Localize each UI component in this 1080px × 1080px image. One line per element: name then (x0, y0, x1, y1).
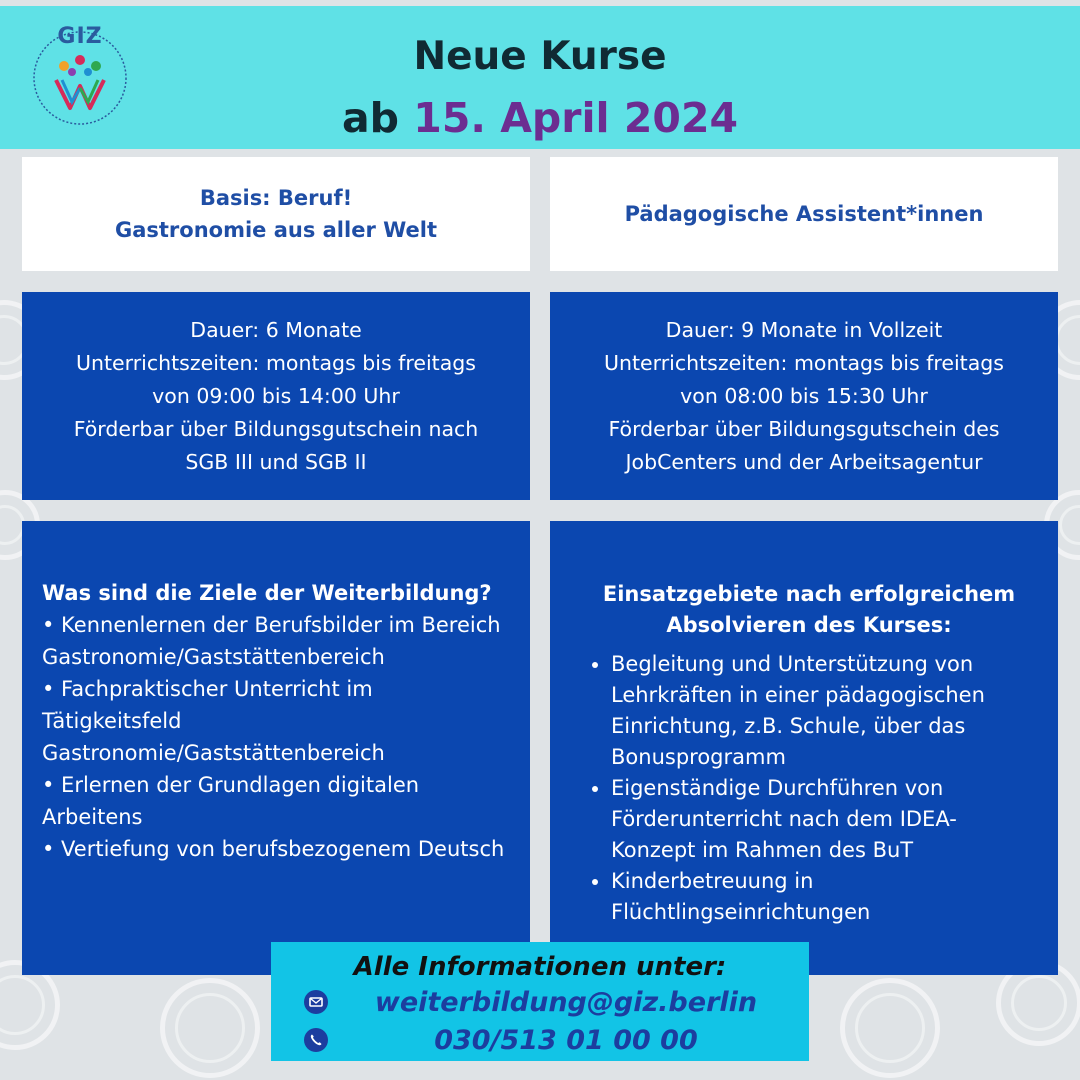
logo-text: GIZ (57, 24, 103, 49)
info-duration: Dauer: 6 Monate (190, 317, 362, 342)
goal-item: • Kennenlernen der Berufsbilder im Bereich Gastronomie/Gaststättenbereich (42, 613, 501, 669)
goals-heading: Was sind die Ziele der Weiterbildung? (42, 581, 492, 605)
goal-item: • Erlernen der Grundlagen digitalen Arbeitens (42, 773, 420, 829)
goals-list (42, 577, 516, 865)
fields-bullets (584, 649, 1034, 928)
info-funding-detail: JobCenters und der Arbeitsagentur (625, 449, 983, 474)
course-title-line: Pädagogische Assistent*innen (624, 202, 984, 226)
goal-item: • Vertiefung von berufsbezogenem Deutsch (42, 837, 505, 861)
header-banner (0, 6, 1080, 149)
contact-box (271, 942, 809, 1061)
info-funding: Förderbar über Bildungsgutschein des (608, 416, 1000, 441)
course-detail-box-paedagogik (550, 521, 1058, 975)
contact-phone-link[interactable]: 030/513 01 00 00 (434, 1025, 698, 1056)
info-funding: Förderbar über Bildungsgutschein nach (73, 416, 479, 441)
info-duration: Dauer: 9 Monate in Vollzeit (665, 317, 943, 342)
course-info-box-paedagogik (550, 292, 1058, 500)
course-title-line: Basis: Beruf! (199, 186, 353, 210)
fields-heading (584, 579, 1034, 641)
course-title-line: Gastronomie aus aller Welt (114, 218, 438, 242)
page-subtitle (0, 94, 1080, 142)
field-item: • Eigenständige Durchführen von Förderunterricht nach dem IDEA-Konzept im Rahmen des BuT (611, 773, 1034, 866)
subtitle-prefix: ab (342, 94, 400, 142)
email-icon (304, 990, 328, 1014)
course-info-box-gastronomie (22, 292, 530, 500)
info-hours: von 09:00 bis 14:00 Uhr (152, 383, 400, 408)
info-funding-detail: SGB III und SGB II (185, 449, 367, 474)
course-title-box-gastronomie (22, 157, 530, 271)
fields-heading-line: Einsatzgebiete nach erfolgreichem (602, 582, 1016, 606)
start-date: 15. April 2024 (413, 94, 738, 142)
goal-item: • Fachpraktischer Unterricht im Tätigkeitsfeld Gastronomie/Gaststättenbereich (42, 677, 385, 765)
info-hours: von 08:00 bis 15:30 Uhr (680, 383, 928, 408)
fields-heading-line: Absolvieren des Kurses: (666, 613, 952, 637)
contact-email-link[interactable]: weiterbildung@giz.berlin (374, 987, 758, 1018)
course-title-box-paedagogik (550, 157, 1058, 271)
field-item: • Begleitung und Unterstützung von Lehrkräften in einer pädagogischen Einrichtung, z.B. Schule, über das Bonusprogramm (611, 649, 1034, 773)
course-detail-box-gastronomie (22, 521, 530, 975)
field-item: • Kinderbetreuung in Flüchtlingseinrichtungen (611, 866, 1034, 928)
phone-icon (304, 1028, 328, 1052)
page-title: Neue Kurse (413, 34, 667, 79)
info-schedule: Unterrichtszeiten: montags bis freitags (76, 350, 476, 375)
info-schedule: Unterrichtszeiten: montags bis freitags (604, 350, 1004, 375)
contact-title: Alle Informationen unter: (353, 952, 727, 982)
fields-list (584, 579, 1034, 928)
